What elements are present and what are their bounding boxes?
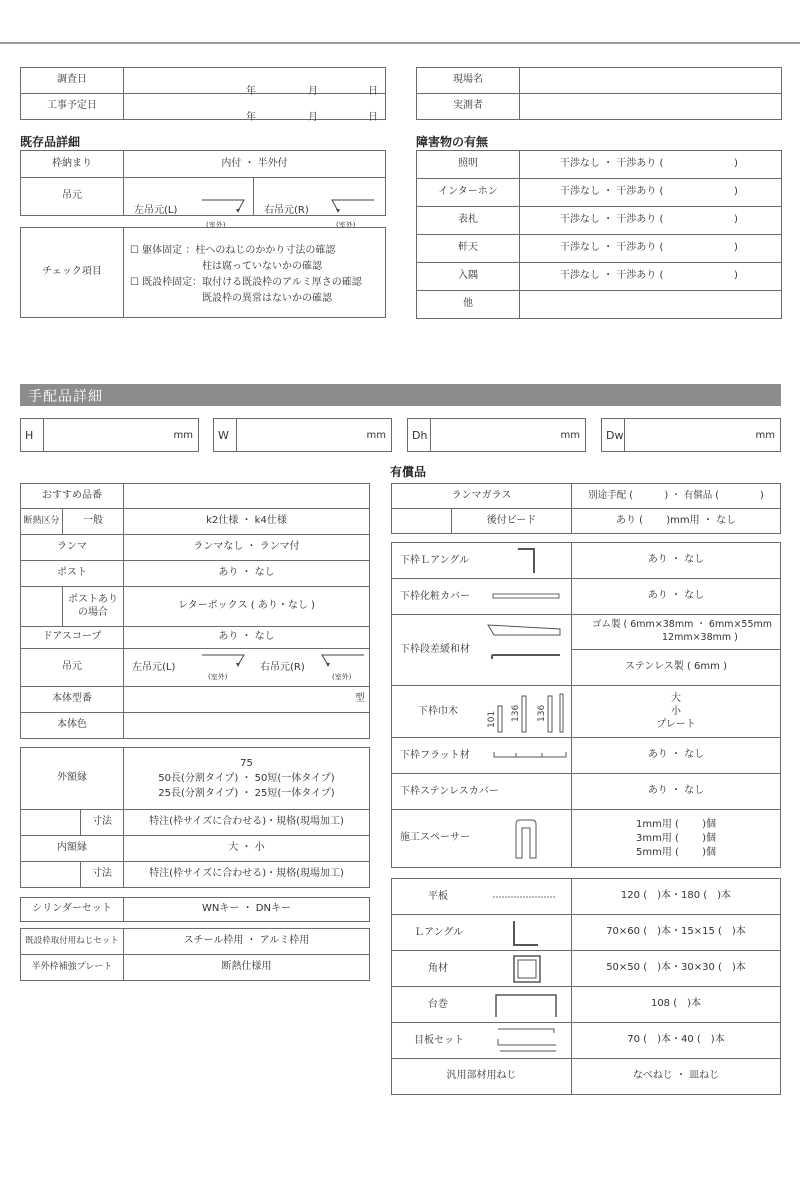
material-value[interactable]: 120 ( )本・180 ( )本 (572, 879, 781, 915)
svg-text:101: 101 (487, 710, 497, 728)
order-hinge-label: 吊元 (21, 649, 124, 687)
width-options[interactable]: 大 小 プレート (572, 686, 781, 738)
post-label: ポスト (21, 561, 124, 587)
obstacle-label: 表札 (417, 207, 520, 235)
material-value[interactable]: 50×50 ( )本・30×30 ( )本 (572, 951, 781, 987)
check-line-3[interactable]: ☐ 既設枠固定：取付ける既設枠のアルミ厚さの確認 (130, 276, 362, 288)
insulation-label: 断熱区分 (21, 509, 63, 535)
lower-cover-label: 下枠化粧カバー (392, 579, 572, 615)
svg-text:136: 136 (537, 704, 547, 722)
right-hinge-option[interactable]: 右吊元(R) (室外) (254, 178, 386, 216)
post-value[interactable]: あり ・ なし (124, 561, 370, 587)
left-hinge-icon (200, 197, 246, 219)
materials-table (391, 878, 781, 1095)
inner-size-value[interactable]: 特注(枠サイズに合わせる)・規格(現場加工) (124, 862, 370, 888)
dim-dw-field[interactable]: Dw mm (601, 418, 781, 452)
color-label: 本体色 (21, 713, 124, 739)
check-line-2: 柱は腐っていないかの確認 (202, 260, 322, 272)
obstacle-value[interactable]: 干渉なし ・ 干渉あり ( ) (520, 207, 782, 235)
baseboard-icon (488, 692, 568, 734)
construction-date-field[interactable]: 年 月 日 (124, 94, 386, 120)
material-label: 平板 (392, 879, 572, 915)
site-table (416, 67, 782, 120)
cover-icon (492, 593, 562, 601)
transom-label: ランマ (21, 535, 124, 561)
site-name-label: 現場名 (417, 68, 520, 94)
lower-angle-value[interactable]: あり ・ なし (572, 543, 781, 579)
cylinder-table (20, 897, 370, 922)
outer-size-label: 寸法 (81, 810, 124, 836)
right-hinge-icon (320, 652, 366, 672)
screw-value[interactable]: スチール枠用 ・ アルミ枠用 (124, 929, 370, 955)
check-line-4: 既設枠の異常はないかの確認 (202, 292, 332, 304)
dim-h-field[interactable]: H mm (20, 418, 199, 452)
outer-frame-options[interactable]: 75 50長(分割タイプ) ・ 50短(一体タイプ) 25長(分割タイプ) ・ 25短(一体タイプ) (124, 748, 370, 810)
step-rubber-value[interactable]: ゴム製 ( 6mm×38mm ・ 6mm×55mm 12mm×38mm ) (572, 615, 781, 650)
doorscope-value[interactable]: あり ・ なし (124, 627, 370, 649)
existing-title: 既存品詳細 (20, 135, 81, 149)
outer-frame-label: 外額縁 (21, 748, 124, 810)
insulation-value[interactable]: k2仕様 ・ k4仕様 (124, 509, 370, 535)
frame-table (20, 747, 370, 888)
angle-icon (516, 547, 540, 575)
flat-label: 下枠フラット材 (392, 738, 572, 774)
step-steel-value[interactable]: ステンレス製 ( 6mm ) (572, 650, 781, 686)
transom-value[interactable]: ランマなし ・ ランマ付 (124, 535, 370, 561)
step-material-icon (486, 621, 566, 681)
color-field[interactable] (124, 713, 370, 739)
l-angle-icon (512, 919, 542, 949)
survey-date-field[interactable]: 年 月 日 (124, 68, 386, 94)
obstacle-value[interactable]: 干渉なし ・ 干渉あり ( ) (520, 179, 782, 207)
joint-set-icon (496, 1027, 560, 1055)
material-label: 目板セット (392, 1023, 572, 1059)
obstacles-title: 障害物の有無 (416, 135, 489, 149)
stainless-value[interactable]: あり ・ なし (572, 774, 781, 810)
existing-table (20, 150, 386, 229)
plate-label: 半外枠補強プレート (21, 955, 124, 981)
obstacle-label: 照明 (417, 151, 520, 179)
check-label: チェック項目 (21, 228, 124, 318)
inner-frame-value[interactable]: 大 ・ 小 (124, 836, 370, 862)
insulation-sub: 一般 (63, 509, 124, 535)
construction-date-label: 工事予定日 (21, 94, 124, 120)
surveyor-field[interactable] (520, 94, 782, 120)
material-value[interactable]: 70 ( )本・40 ( )本 (572, 1023, 781, 1059)
spacer-label: 施工スペーサー (392, 810, 572, 868)
site-name-field[interactable] (520, 68, 782, 94)
dim-dh-field[interactable]: Dh mm (407, 418, 586, 452)
screw-label: 既設枠取付用ねじセット (21, 929, 124, 955)
material-label: 汎用部材用ねじ (392, 1059, 572, 1095)
inner-size-label: 寸法 (81, 862, 124, 888)
material-label: 角材 (392, 951, 572, 987)
stainless-label: 下枠ステンレスカバー (392, 774, 572, 810)
cylinder-value[interactable]: WNキー ・ DNキー (124, 898, 370, 922)
paid-title: 有償品 (390, 465, 427, 479)
obstacle-value[interactable]: 干渉なし ・ 干渉あり ( ) (520, 235, 782, 263)
base-wrap-icon (494, 993, 560, 1019)
bead-value[interactable]: あり ( )mm用 ・ なし (572, 509, 781, 534)
square-bar-icon (512, 954, 544, 986)
check-line-1[interactable]: ☐ 躯体固定 ：柱へのねじのかかり寸法の確認 (130, 244, 336, 256)
material-label: Ｌアングル (392, 915, 572, 951)
transom-glass-table (391, 483, 781, 534)
order-banner: 手配品詳細 (20, 384, 781, 406)
lower-angle-label: 下枠Ｌアングル (392, 543, 572, 579)
lower-cover-value[interactable]: あり ・ なし (572, 579, 781, 615)
transom-glass-value[interactable]: 別途手配 ( ) ・ 有償品 ( ) (572, 484, 781, 509)
top-rule (0, 42, 800, 44)
obstacle-label: 軒天 (417, 235, 520, 263)
flat-icon (492, 748, 568, 762)
hinge-label: 吊元 (21, 178, 124, 216)
doorscope-label: ドアスコープ (21, 627, 124, 649)
svg-text:136: 136 (511, 704, 521, 722)
left-hinge-option[interactable]: 左吊元(L) (室外) (124, 178, 254, 216)
obstacle-label: 入隅 (417, 263, 520, 291)
right-hinge-icon (330, 197, 376, 219)
transom-glass-label: ランマガラス (392, 484, 572, 509)
post-case-label: ポストあり の場合 (63, 587, 124, 627)
step-label: 下枠段差緩和材 (392, 615, 572, 686)
recommended-field[interactable] (124, 484, 370, 509)
flat-board-icon (492, 895, 558, 899)
parts-table (391, 542, 781, 868)
model-field[interactable]: 型 (124, 687, 370, 713)
obstacle-value[interactable]: 干渉なし ・ 干渉あり ( ) (520, 151, 782, 179)
material-value[interactable]: 70×60 ( )本・15×15 ( )本 (572, 915, 781, 951)
cylinder-label: シリンダーセット (21, 898, 124, 922)
check-items (124, 228, 386, 318)
check-table (20, 227, 386, 318)
obstacle-label: インターホン (417, 179, 520, 207)
obstacle-value[interactable]: 干渉なし ・ 干渉あり ( ) (520, 263, 782, 291)
left-hinge-icon (200, 652, 246, 672)
obstacle-label: 他 (417, 291, 520, 319)
surveyor-label: 実測者 (417, 94, 520, 120)
material-value[interactable]: なべねじ ・ 皿ねじ (572, 1059, 781, 1095)
screw-table (20, 928, 370, 981)
frame-fit-label: 枠納まり (21, 151, 124, 178)
frame-fit-value[interactable]: 内付 ・ 半外付 (124, 151, 386, 178)
dim-w-field[interactable]: W mm (213, 418, 392, 452)
order-hinge-options[interactable]: 左吊元(L) (室外) 右吊元(R) (室外) (124, 649, 370, 687)
spacer-icon (512, 818, 542, 860)
model-label: 本体型番 (21, 687, 124, 713)
obstacles-table (416, 150, 782, 319)
material-label: 台巻 (392, 987, 572, 1023)
width-label: 下枠巾木 101 136 136 (392, 686, 572, 738)
spacer-options[interactable]: 1mm用 ( )個 3mm用 ( )個 5mm用 ( )個 (572, 810, 781, 868)
date-table (20, 67, 386, 123)
bead-label: 後付ビード (452, 509, 572, 534)
material-value[interactable]: 108 ( )本 (572, 987, 781, 1023)
survey-date-label: 調査日 (21, 68, 124, 94)
recommended-label: おすすめ品番 (21, 484, 124, 509)
plate-value[interactable]: 断熱仕様用 (124, 955, 370, 981)
obstacle-other-field[interactable] (520, 291, 782, 319)
inner-frame-label: 内額縁 (21, 836, 124, 862)
post-case-value[interactable]: レターボックス ( あり・なし ) (124, 587, 370, 627)
order-table (20, 483, 370, 739)
flat-value[interactable]: あり ・ なし (572, 738, 781, 774)
outer-size-value[interactable]: 特注(枠サイズに合わせる)・規格(現場加工) (124, 810, 370, 836)
